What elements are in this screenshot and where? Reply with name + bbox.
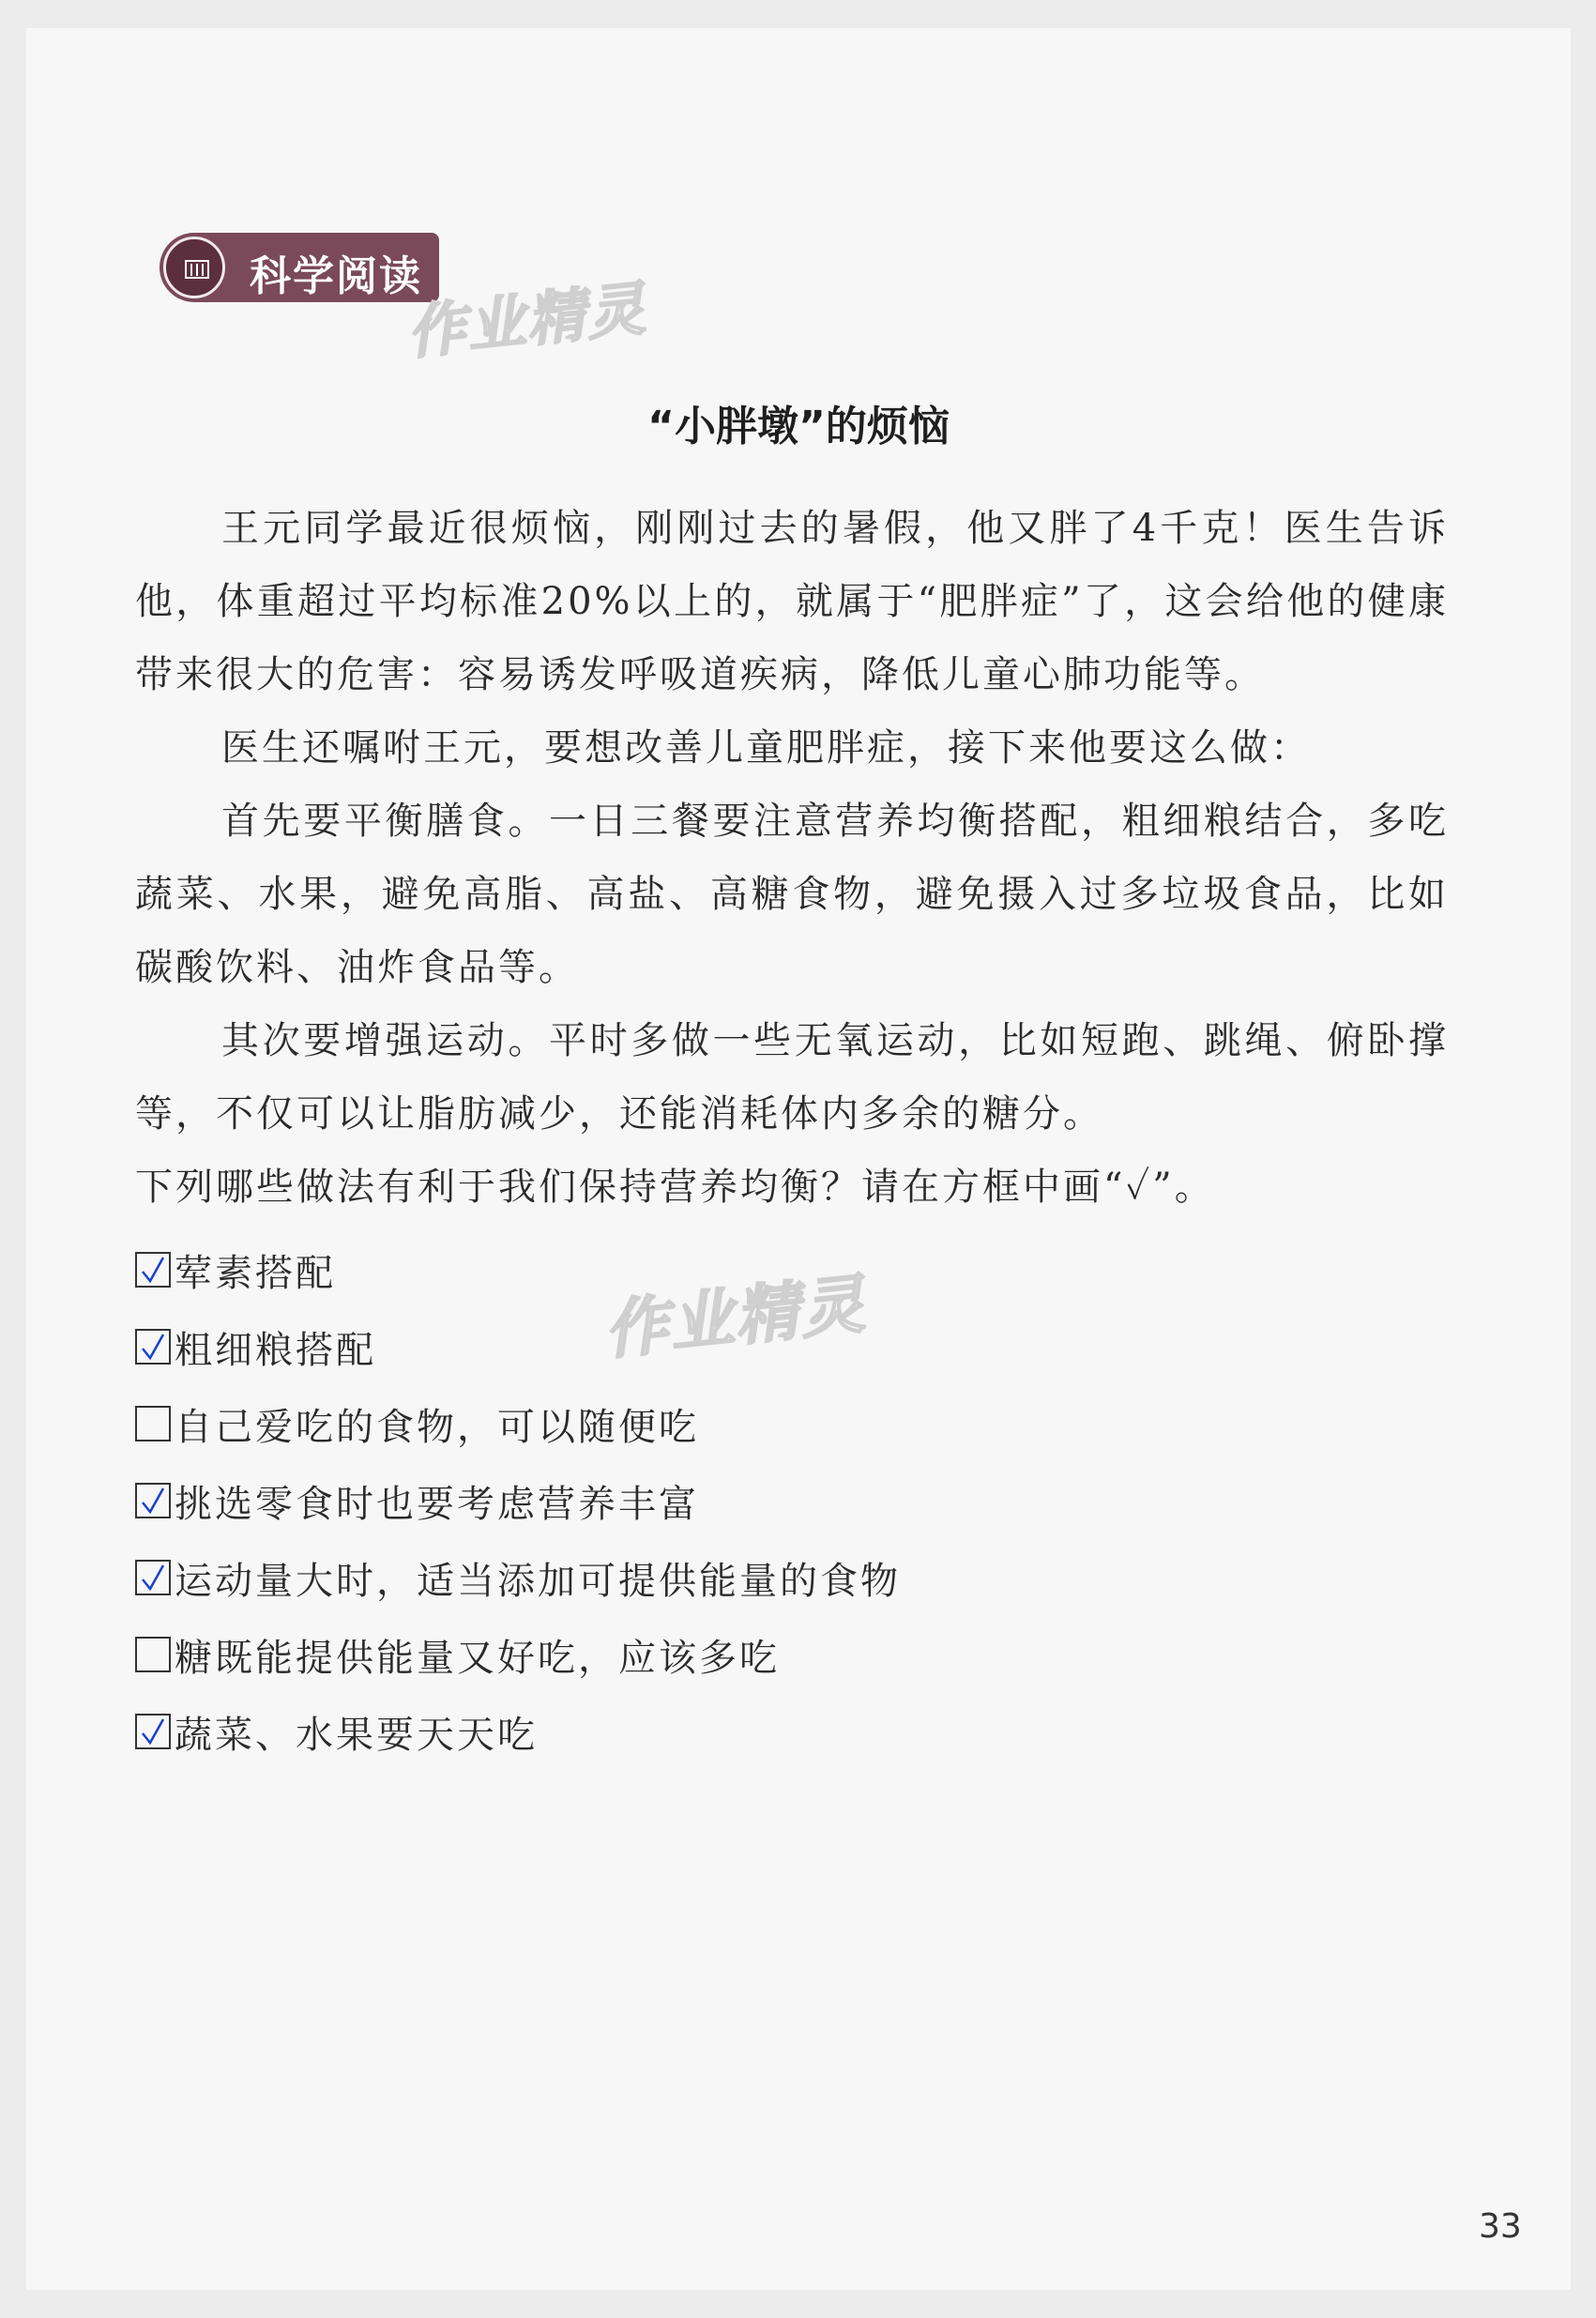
checkbox[interactable] [135, 1406, 171, 1441]
badge-circle [163, 236, 225, 298]
article-paragraph: 其次要增强运动。平时多做一些无氧运动，比如短跑、跳绳、俯卧撑等，不仅可以让脂肪减少，还能消耗体内多余的糖分。 [135, 1019, 1449, 1136]
checkbox[interactable] [135, 1560, 171, 1595]
workbook-page [26, 28, 1571, 2290]
checkbox[interactable] [135, 1483, 171, 1518]
watermark: 作业精灵 [600, 1267, 871, 1369]
article-paragraph: 医生还嘱咐王元，要想改善儿童肥胖症，接下来他要这么做： [221, 726, 1311, 770]
option-item [135, 1693, 901, 1770]
check-mark-icon [139, 1563, 167, 1592]
section-badge [160, 233, 439, 302]
option-label: 运动量大时，适当添加可提供能量的食物 [175, 1559, 901, 1603]
checkbox[interactable] [135, 1714, 171, 1749]
page-number: 33 [1479, 2207, 1522, 2246]
checkbox[interactable] [135, 1329, 171, 1365]
option-label: 糖既能提供能量又好吃，应该多吃 [175, 1636, 780, 1680]
option-item [135, 1385, 901, 1462]
option-item [135, 1539, 901, 1616]
article-paragraph: 王元同学最近很烦恼，刚刚过去的暑假，他又胖了4千克！医生告诉他，体重超过平均标准20%以上的，就属于“肥胖症”了，这会给他的健康带来很大的危害：容易诱发呼吸道疾病，降低儿童心肺功能等。 [135, 507, 1449, 696]
option-item [135, 1308, 901, 1385]
section-label: 科学阅读 [250, 252, 422, 300]
question-prompt: 下列哪些做法有利于我们保持营养均衡？请在方框中画“✓”。 [135, 1166, 1215, 1209]
option-label: 挑选零食时也要考虑营养丰富 [175, 1482, 699, 1526]
option-label: 粗细粮搭配 [175, 1328, 376, 1372]
watermark: 作业精灵 [403, 273, 650, 368]
check-mark-icon [139, 1487, 167, 1515]
check-mark-icon [139, 1717, 167, 1746]
option-label: 蔬菜、水果要天天吃 [175, 1713, 538, 1757]
option-item [135, 1231, 901, 1308]
article-title: “小胖墩”的烦恼 [647, 403, 950, 450]
options-list [135, 1231, 901, 1770]
check-mark-icon [139, 1256, 167, 1284]
checkbox[interactable] [135, 1637, 171, 1672]
option-label: 自己爱吃的食物，可以随便吃 [175, 1405, 699, 1449]
option-item [135, 1462, 901, 1539]
article-paragraph: 首先要平衡膳食。一日三餐要注意营养均衡搭配，粗细粮结合，多吃蔬菜、水果，避免高脂、高盐、高糖食物，避免摄入过多垃圾食品，比如碳酸饮料、油炸食品等。 [135, 800, 1449, 989]
option-label: 荤素搭配 [175, 1251, 336, 1295]
check-mark-icon [139, 1333, 167, 1361]
checkbox[interactable] [135, 1252, 171, 1288]
notebook-icon [185, 260, 209, 279]
option-item [135, 1616, 901, 1693]
